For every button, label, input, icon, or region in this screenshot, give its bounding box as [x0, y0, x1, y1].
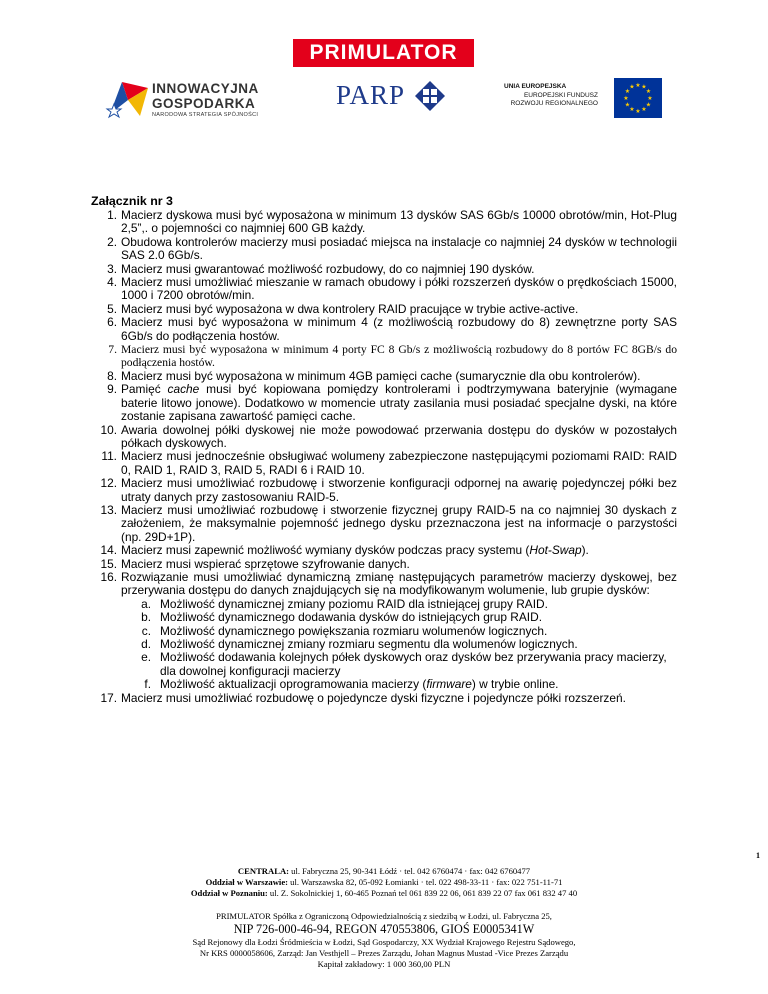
item-text: Pamięć: [121, 382, 168, 397]
sub-list-item: [121, 611, 677, 624]
list-item: [97, 236, 677, 263]
sub-list-item: [121, 598, 677, 611]
primulator-logo: [293, 39, 474, 67]
item-number: 2.: [107, 234, 117, 249]
svg-text:★: ★: [624, 88, 631, 95]
footer-krs: Nr KRS 0000058606, Zarząd: Jan Vesthjell – Prezes Zarządu, Johan Magnus Mustad -Vice Prezes Zarządu: [199, 948, 569, 958]
list-item: [97, 504, 677, 544]
item-text: Macierz musi umożliwiać rozbudowę o pojedyncze dyski fizyczne i pojedyncze półki rozszerzeń.: [121, 690, 626, 705]
item-text: Macierz musi umożliwiać rozbudowę i stworzenie fizycznej grupy RAID-5 na co najmniej 30 dyskach z założeniem, że maksymalnie pojemność jednego dysku przeznaczona jest na informacje o parzystości (np. 29D+1P).: [121, 502, 677, 544]
svg-text:★: ★: [641, 106, 647, 113]
svg-text:★: ★: [641, 83, 647, 91]
sub-item-letter: f.: [144, 677, 151, 692]
footer-poznan: [60, 888, 708, 899]
item-text: Macierz musi gwarantować możliwość rozbudowy, do co najmniej 190 dysków.: [121, 261, 535, 276]
footer-warszawa-text: ul. Warszawska 82, 05-092 Łomianki · tel. 022 498-33-11 · fax: 022 751-11-71: [288, 877, 563, 887]
item-text: Awaria dowolnej półki dyskowej nie może powodować przerwania dostępu do dysków w pozostałych półkach dyskowych.: [121, 422, 677, 450]
innowacyjna-line1: INNOWACYJNA: [152, 81, 259, 96]
sub-item-text: Możliwość dynamicznego dodawania dysków do istniejących grup RAID.: [160, 610, 543, 625]
sub-item-letter: c.: [141, 623, 151, 638]
eu-fund-text: [496, 92, 598, 108]
item-number: 4.: [107, 275, 117, 290]
list-item: [97, 263, 677, 276]
svg-text:★: ★: [623, 95, 629, 102]
list-item: [97, 383, 677, 423]
sub-item-letter: a.: [141, 596, 151, 611]
sub-item-emphasis: firmware: [426, 677, 472, 692]
svg-text:★: ★: [624, 101, 631, 109]
sub-item-text: ) w trybie online.: [471, 677, 559, 692]
item-number: 7.: [108, 343, 117, 357]
sub-item-text: Możliwość dodawania kolejnych półek dyskowych oraz dysków bez przerywania pracy macierzy, dla dowolnej konfiguracji macierzy: [160, 650, 667, 678]
item-text: Rozwiązanie musi umożliwiać dynamiczną zmianę następujących parametrów macierzy dyskowej, bez przerywania dostępu do danych znajdujących się na modyfikowanym wolumenie, lub grupie dysków:: [121, 569, 677, 598]
document-heading: Załącznik nr 3: [91, 194, 173, 208]
list-item: [97, 303, 677, 316]
list-item: [97, 450, 677, 477]
list-item: [97, 343, 677, 370]
sub-item-text: Możliwość dynamicznej zmiany rozmiaru segmentu dla wolumenów logicznych.: [160, 637, 578, 651]
sub-list: [121, 598, 677, 692]
list-item: [97, 276, 677, 303]
footer-company: [60, 911, 708, 970]
sub-list-item: [121, 651, 677, 678]
item-number: 6.: [107, 315, 117, 330]
page-number: 1: [756, 851, 760, 860]
item-text: Macierz musi umożliwiać mieszanie w ramach obudowy i półki rozszerzeń dysków o prędkościach 15000, 1000 i 7200 obrotów/min.: [121, 275, 677, 303]
footer-nip: NIP 726-000-46-94, REGON 470553806, GIOŚ E0005341W: [233, 922, 535, 936]
item-text: musi być kopiowana pomiędzy kontrolerami i podtrzymywana bateryjnie (wymagane baterie litowo jonowe). Dodatkowo w momencie utraty zasilania musi posiadać specjalne dyski, na które zostanie zapisana zawartość pamięci cache.: [121, 382, 678, 424]
eu-fund-line2: ROZWOJU REGIONALNEGO: [510, 100, 598, 107]
item-number: 16.: [100, 569, 117, 584]
item-text: ).: [581, 543, 589, 558]
footer-centrala: [60, 866, 708, 877]
item-text: Macierz musi być wyposażona w minimum 4 porty FC 8 Gb/s z możliwością rozbudowy do 8 portów FC 8GB/s do podłączenia hostów.: [121, 343, 677, 370]
parp-logo: [336, 78, 446, 114]
list-item: [97, 370, 677, 383]
item-emphasis: Hot-Swap: [529, 543, 582, 558]
footer-centrala-text: ul. Fabryczna 25, 90-341 Łódź · tel. 042 6760474 · fax: 042 6760477: [289, 866, 531, 876]
item-text: Macierz musi umożliwiać rozbudowę i stworzenie konfiguracji odpornej na awarię pojedynczej półki bez utraty danych przy zastosowaniu RAID-5.: [121, 476, 677, 504]
primulator-logo-text: PRIMULATOR: [309, 41, 458, 64]
list-item: [97, 316, 677, 343]
item-text: Macierz musi być wyposażona w minimum 4GB pamięci cache (sumarycznie dla obu kontrolerów).: [121, 368, 641, 383]
eu-fund-line1: EUROPEJSKI FUNDUSZ: [523, 92, 598, 99]
footer-capital: Kapitał zakładowy: 1 000 360,00 PLN: [317, 959, 451, 969]
innowacyjna-subtitle: NARODOWA STRATEGIA SPÓJNOŚCI: [152, 112, 259, 118]
footer-warszawa: [60, 877, 708, 888]
item-number: 14.: [100, 543, 117, 558]
item-text: Macierz dyskowa musi być wyposażona w minimum 13 dysków SAS 6Gb/s 10000 obrotów/min, Hot-Plug 2,5”,. o pojemności co najmniej 600 GB każdy.: [121, 208, 677, 236]
sub-item-text: Możliwość dynamicznej zmiany poziomu RAID dla istniejącej grupy RAID.: [160, 596, 548, 611]
list-item: [97, 692, 677, 705]
item-number: 10.: [100, 422, 117, 437]
svg-text:★: ★: [645, 101, 652, 109]
innowacyjna-gospodarka-logo: [104, 66, 264, 126]
svg-text:★: ★: [629, 106, 635, 113]
eu-flag-icon: [614, 78, 662, 118]
item-number: 3.: [107, 261, 117, 276]
item-number: 9.: [107, 382, 117, 397]
sub-list-item: [121, 625, 677, 638]
item-number: 17.: [100, 690, 117, 705]
star-logo-icon: [104, 74, 150, 120]
parp-logo-text: PARP: [336, 80, 406, 110]
item-number: 15.: [100, 556, 117, 571]
svg-text:★: ★: [629, 83, 635, 91]
innowacyjna-line2: GOSPODARKA: [152, 96, 256, 111]
item-text: Macierz musi wspierać sprzętowe szyfrowanie danych.: [121, 556, 410, 571]
eu-title: UNIA EUROPEJSKA: [504, 83, 567, 90]
list-item: [97, 477, 677, 504]
parp-emblem-icon: [414, 80, 446, 112]
list-item: [97, 571, 677, 692]
item-text: Macierz musi zapewnić możliwość wymiany dysków podczas pracy systemu (: [121, 543, 530, 558]
footer-company-name: PRIMULATOR Spółka z Ograniczoną Odpowiedzialnością z siedzibą w Łodzi, ul. Fabryczna 25,: [216, 911, 552, 921]
sub-item-letter: e.: [141, 650, 151, 665]
item-number: 13.: [100, 502, 117, 517]
list-item: [97, 424, 677, 451]
item-number: 8.: [107, 368, 117, 383]
item-text: Macierz musi być wyposażona w dwa kontrolery RAID pracujące w trybie active-active.: [121, 301, 579, 316]
svg-text:★: ★: [647, 95, 653, 102]
sub-item-letter: d.: [141, 637, 151, 651]
item-text: Obudowa kontrolerów macierzy musi posiadać miejsca na instalacje co najmniej 24 dysków w technologii SAS 2.0 6Gb/s.: [121, 234, 677, 263]
item-number: 1.: [107, 208, 117, 222]
item-number: 5.: [107, 301, 117, 316]
sub-list-item: [121, 638, 677, 651]
footer-centrala-label: CENTRALA:: [237, 866, 290, 876]
footer-warszawa-label: Oddział w Warszawie:: [205, 877, 288, 887]
footer-poznan-text: ul. Z. Sokolnickiej 1, 60-465 Poznań tel 061 839 22 06, 061 839 22 07 fax 061 832 47 40: [267, 888, 578, 898]
footer-court: Sąd Rejonowy dla Łodzi Śródmieścia w Łodzi, Sąd Gospodarczy, XX Wydział Krajowego Rejestru Sądowego,: [192, 937, 576, 947]
item-text: Macierz musi jednocześnie obsługiwać wolumeny zabezpieczone następującymi poziomami RAID: RAID 0, RAID 1, RAID 3, RAID 5, RADI 6 i RAID 10.: [121, 449, 677, 477]
svg-text:★: ★: [645, 88, 652, 95]
item-number: 11.: [101, 449, 117, 464]
footer-poznan-label: Oddział w Poznaniu:: [190, 888, 268, 898]
item-text: Macierz musi być wyposażona w minimum 4 (z możliwością rozbudowy do 8) zewnętrzne porty SAS 6Gb/s do podłączenia hostów.: [121, 315, 677, 343]
item-emphasis: cache: [167, 382, 200, 397]
svg-text:★: ★: [635, 108, 641, 115]
list-item: [97, 544, 677, 557]
sub-item-text: Możliwość dynamicznego powiększania rozmiaru wolumenów logicznych.: [160, 623, 548, 638]
list-item: [97, 209, 677, 236]
sub-list-item: [121, 678, 677, 691]
item-number: 12.: [100, 476, 117, 491]
list-item: [97, 558, 677, 571]
footer-addresses: [60, 866, 708, 899]
innowacyjna-title: [152, 81, 259, 111]
sub-item-text: Możliwość aktualizacji oprogramowania macierzy (: [160, 677, 427, 692]
svg-text:★: ★: [635, 82, 641, 89]
requirements-list: [97, 209, 677, 705]
sub-item-letter: b.: [141, 610, 151, 625]
